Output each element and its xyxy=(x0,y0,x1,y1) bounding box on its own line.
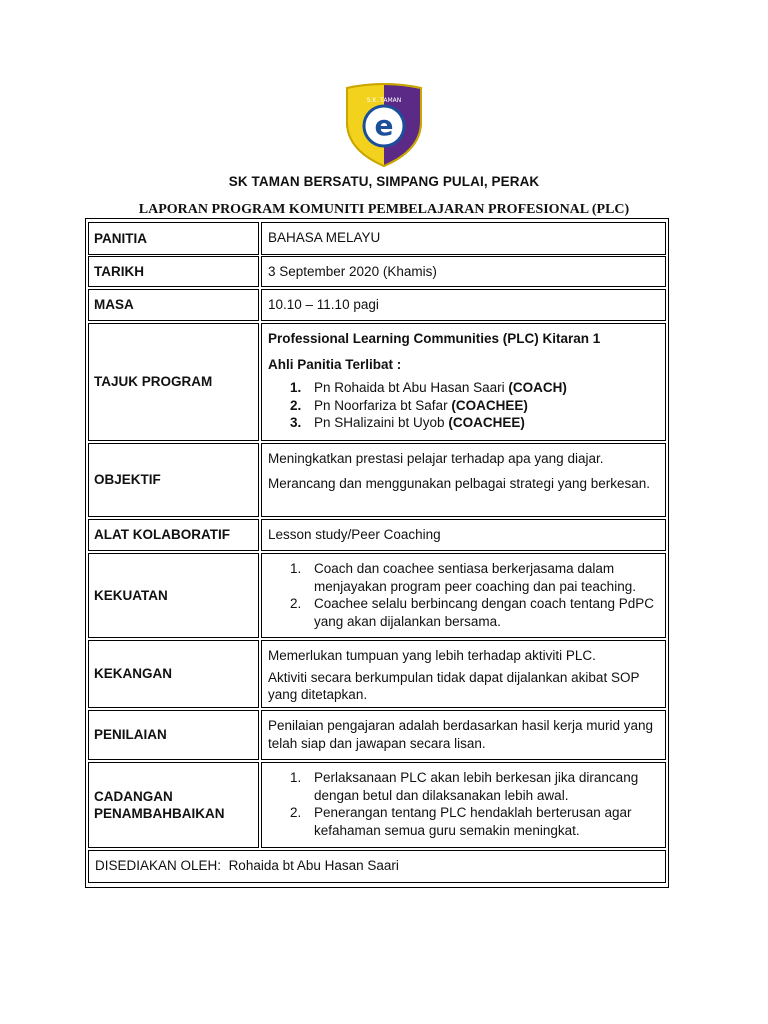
label-penilaian: PENILAIAN xyxy=(88,710,259,760)
members-list xyxy=(268,379,659,432)
value-masa: 10.10 – 11.10 pagi xyxy=(261,289,666,321)
label-objektif: OBJEKTIF xyxy=(88,443,259,517)
list-item: 2. Pn Noorfariza bt Safar (COACHEE) xyxy=(290,397,528,413)
school-crest-logo xyxy=(343,82,425,168)
row-kekuatan xyxy=(88,553,666,638)
strengths-list xyxy=(268,560,659,630)
svg-text:e: e xyxy=(374,109,394,142)
list-item: 3. Pn SHalizaini bt Uyob (COACHEE) xyxy=(290,415,525,430)
label-kekangan: KEKANGAN xyxy=(88,640,259,708)
label-tajuk-program: TAJUK PROGRAM xyxy=(88,323,259,441)
objective-line: Meningkatkan prestasi pelajar terhadap apa yang diajar. xyxy=(268,451,604,466)
value-tarikh: 3 September 2020 (Khamis) xyxy=(261,256,666,287)
row-objektif xyxy=(88,443,666,517)
value-alat-kolaboratif: Lesson study/Peer Coaching xyxy=(261,519,666,551)
value-tajuk-program xyxy=(261,323,666,441)
label-masa: MASA xyxy=(88,289,259,321)
report-title: LAPORAN PROGRAM KOMUNITI PEMBELAJARAN PROFESIONAL (PLC) xyxy=(138,202,630,217)
prepared-by-name: Rohaida bt Abu Hasan Saari xyxy=(228,858,399,873)
label-line: CADANGAN xyxy=(94,788,173,804)
label-kekuatan: KEKUATAN xyxy=(88,553,259,638)
svg-text:S.K. TAMAN: S.K. TAMAN xyxy=(366,97,402,104)
label-tarikh: TARIKH xyxy=(88,256,259,287)
list-item: 2. Penerangan tentang PLC hendaklah berterusan agar kefahaman semua guru semakin meningkat. xyxy=(290,805,632,838)
row-tarikh xyxy=(88,256,666,287)
value-kekuatan xyxy=(261,553,666,638)
constraint-line: Memerlukan tumpuan yang lebih terhadap aktiviti PLC. xyxy=(268,648,596,663)
row-kekangan xyxy=(88,640,666,708)
list-item: 1. Coach dan coachee sentiasa berkerjasama dalam menjayakan program peer coaching dan pai teaching. xyxy=(290,561,636,594)
value-panitia: BAHASA MELAYU xyxy=(261,222,666,255)
members-heading: Ahli Panitia Terlibat : xyxy=(268,356,402,372)
value-kekangan xyxy=(261,640,666,708)
prepared-by-label: DISEDIAKAN OLEH: xyxy=(95,858,222,873)
list-item: 2. Coachee selalu berbincang dengan coach tentang PdPC yang akan dijalankan bersama. xyxy=(290,596,654,629)
row-disediakan-oleh xyxy=(88,850,666,883)
constraint-line: Aktiviti secara berkumpulan tidak dapat dijalankan akibat SOP yang ditetapkan. xyxy=(268,669,640,702)
value-objektif xyxy=(261,443,666,517)
list-item: 1. Pn Rohaida bt Abu Hasan Saari (COACH) xyxy=(290,380,567,395)
row-panitia xyxy=(88,222,666,255)
row-penilaian xyxy=(88,710,666,760)
prepared-by xyxy=(88,850,666,883)
label-panitia: PANITIA xyxy=(88,222,259,255)
label-line: PENAMBAHBAIKAN xyxy=(94,806,225,821)
objective-line: Merancang dan menggunakan pelbagai strategi yang berkesan. xyxy=(268,475,651,491)
value-cadangan-penambahbaikan xyxy=(261,762,666,848)
row-masa xyxy=(88,289,666,321)
row-alat-kolaboratif xyxy=(88,519,666,551)
suggestions-list xyxy=(268,769,659,839)
row-tajuk-program xyxy=(88,323,666,441)
program-heading: Professional Learning Communities (PLC) Kitaran 1 xyxy=(268,331,601,346)
label-alat-kolaboratif: ALAT KOLABORATIF xyxy=(88,519,259,551)
value-penilaian: Penilaian pengajaran adalah berdasarkan hasil kerja murid yang telah siap dan jawapan secara lisan. xyxy=(261,710,666,760)
school-name: SK TAMAN BERSATU, SIMPANG PULAI, PERAK xyxy=(228,174,540,189)
list-item: 1. Perlaksanaan PLC akan lebih berkesan jika dirancang dengan betul dan dilaksanakan lebih awal. xyxy=(290,770,639,803)
row-cadangan-penambahbaikan xyxy=(88,762,666,848)
label-cadangan-penambahbaikan xyxy=(88,762,259,848)
